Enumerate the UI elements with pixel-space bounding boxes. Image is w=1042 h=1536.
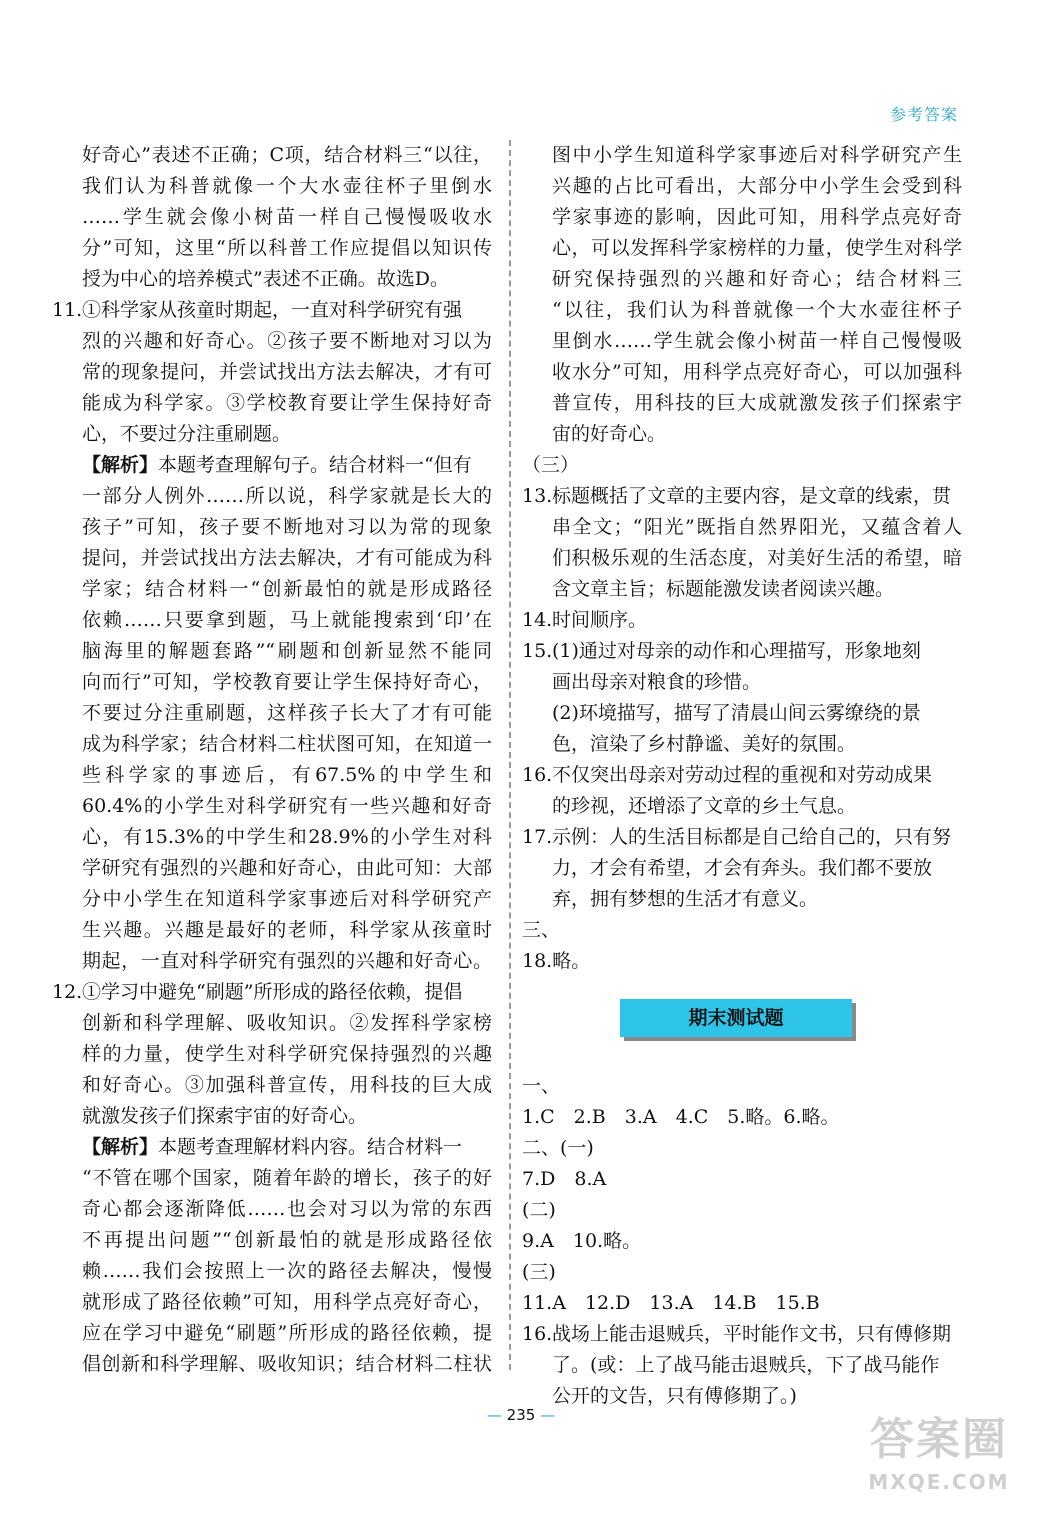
q12-analysis-line: 不再提出问题”“创新最怕的就是形成路径依 <box>82 1229 492 1251</box>
text-line: 研究保持强烈的兴趣和好奇心；结合材料三 <box>552 268 962 290</box>
right-column <box>522 140 962 1412</box>
q16-text: 不仅突出母亲对劳动过程的重视和对劳动成果 <box>552 764 933 786</box>
q18-line: 18.略。 <box>522 950 591 972</box>
q12-analysis-line: 赖……我们会按照上一次的路径去解决，慢慢 <box>82 1260 492 1282</box>
q11-answer-line: 烈的兴趣和好奇心。②孩子要不断地对习以为 <box>82 330 492 352</box>
q12-analysis-line: 奇心都会逐渐降低……也会对习以为常的东西 <box>82 1198 492 1220</box>
q12-answer-line: 创新和科学理解、吸收知识。②发挥科学家榜 <box>82 1012 492 1034</box>
answer-row: 7.D 8.A <box>522 1168 607 1190</box>
q13-number: 13. <box>522 485 553 507</box>
q11-analysis-line: 脑海里的解题套路”“刷题和创新显然不能同 <box>82 640 492 662</box>
text-line: 授为中心的培养模式”表述不正确。故选D。 <box>82 268 449 290</box>
q13-line: 含文章主旨；标题能激发读者阅读兴趣。 <box>552 578 895 600</box>
q14-text: 时间顺序。 <box>552 609 648 631</box>
q11-analysis-line: 一部分人例外……所以说，科学家就是长大的 <box>82 485 492 507</box>
analysis-text: 本题考查理解句子。结合材料一“但有 <box>158 454 472 476</box>
q17-number: 17. <box>522 826 553 848</box>
q11-analysis-line: 向而行”可知，学校教育要让学生保持好奇心， <box>82 671 492 693</box>
q11-analysis-line <box>52 450 492 481</box>
q11-analysis-line: 学家；结合材料一“创新最怕的就是形成路径 <box>82 578 492 600</box>
text-line: 收水分”可知，用科学点亮好奇心，可以加强科 <box>552 361 962 383</box>
q16-number: 16. <box>522 764 553 786</box>
column-divider <box>509 140 511 1370</box>
left-column <box>52 140 492 1380</box>
part-heading: 三、 <box>522 919 561 941</box>
q12-answer-text: ①学习中避免“刷题”所形成的路径依赖，提倡 <box>82 981 463 1003</box>
section-title-banner: 期末测试题 <box>620 999 852 1037</box>
text-line: 心，可以发挥科学家榜样的力量，使学生对科学 <box>552 237 962 259</box>
final-q16-number: 16. <box>522 1323 553 1345</box>
watermark-main-text: 答案圈 <box>870 1414 1008 1465</box>
q11-analysis-line: 提问，并尝试找出方法去解决，才有可能成为科 <box>82 547 492 569</box>
q13-line: 们积极乐观的生活态度，对美好生活的希望，暗 <box>552 547 962 569</box>
analysis-tag: 【解析】 <box>82 1136 159 1158</box>
q11-analysis-line: 孩子”可知，孩子要不断地对习以为常的现象 <box>82 516 492 538</box>
final-q16-line <box>522 1319 962 1350</box>
q16-line: 的珍视，还增添了文章的乡土气息。 <box>552 795 857 817</box>
q11-analysis-line: 分中小学生在知道科学家事迹后对科学研究产 <box>82 888 492 910</box>
text-line: 图中小学生知道科学家事迹后对科学研究产生 <box>552 144 962 166</box>
text-line: 好奇心”表述不正确；C项，结合材料三“以往， <box>82 144 492 166</box>
q17-text: 示例：人的生活目标都是自己给自己的，只有努 <box>552 826 952 848</box>
q15-line: 色，渲染了乡村静谧、美好的氛围。 <box>552 733 857 755</box>
q12-analysis-line: 就形成了路径依赖”可知，用科学点亮好奇心， <box>82 1291 492 1313</box>
q15-text: (1)通过对母亲的动作和心理描写，形象地刻 <box>552 640 921 662</box>
q11-analysis-line: 成为科学家；结合材料二柱状图可知，在知道一 <box>82 733 492 755</box>
final-q16-line: 公开的文告，只有傅修期了。) <box>552 1385 797 1407</box>
q14-number: 14. <box>522 609 553 631</box>
watermark-logo <box>864 1410 1014 1520</box>
q11-answer-line: 能成为科学家。③学校教育要让学生保持好奇 <box>82 392 492 414</box>
text-line: 学家事迹的影响，因此可知，用科学点亮好奇 <box>552 206 962 228</box>
q12-analysis-line: 应在学习中避免“刷题”所形成的路径依赖，提 <box>82 1322 492 1344</box>
q12-analysis-line: 倡创新和科学理解、吸收知识；结合材料二柱状 <box>82 1353 492 1375</box>
q17-line: 弃，拥有梦想的生活才有意义。 <box>552 888 819 910</box>
q14-line <box>522 605 962 636</box>
q12-answer-line: 样的力量，使学生对科学研究保持强烈的兴趣 <box>82 1043 492 1065</box>
q12-answer-line: 和好奇心。③加强科普宣传，用科技的巨大成 <box>82 1074 492 1096</box>
q11-analysis-line: 期起，一直对科学研究有强烈的兴趣和好奇心。 <box>82 950 492 972</box>
final-q16-text: 战场上能击退贼兵，平时能作文书，只有傅修期 <box>552 1323 952 1345</box>
q15-line: 画出母亲对粮食的珍惜。 <box>552 671 762 693</box>
q16-line <box>522 760 962 791</box>
q11-answer-text: ①科学家从孩童时期起，一直对科学研究有强 <box>82 299 463 321</box>
answer-row: 9.A 10.略。 <box>522 1230 642 1252</box>
q12-answer-line <box>52 977 492 1008</box>
text-line: “以往，我们认为科普就像一个大水壶往杯子 <box>552 299 962 321</box>
analysis-text: 本题考查理解材料内容。结合材料一 <box>158 1136 463 1158</box>
q13-line <box>522 481 962 512</box>
text-line: 兴趣的占比可看出，大部分中小学生会受到科 <box>552 175 962 197</box>
text-line: 宙的好奇心。 <box>552 423 667 445</box>
text-line: 普宣传，用科技的巨大成就激发孩子们探索宇 <box>552 392 962 414</box>
q13-text: 标题概括了文章的主要内容，是文章的线索，贯 <box>552 485 952 507</box>
part-heading: 二、(一) <box>522 1137 594 1159</box>
header-label: 参考答案 <box>889 105 958 124</box>
q11-answer-line <box>52 295 492 326</box>
q12-analysis-line <box>52 1132 492 1163</box>
q15-line <box>522 636 962 667</box>
q17-line <box>522 822 962 853</box>
text-line: 分”可知，这里“所以科普工作应提倡以知识传 <box>82 237 492 259</box>
q15-number: 15. <box>522 640 553 662</box>
q12-analysis-line: “不管在哪个国家，随着年龄的增长，孩子的好 <box>82 1167 492 1189</box>
part-heading: (二) <box>522 1199 556 1221</box>
q12-number: 12. <box>52 981 83 1003</box>
text-line: ……学生就会像小树苗一样自己慢慢吸收水 <box>82 206 492 228</box>
q11-analysis-line: 不要过分注重刷题，这样孩子长大了才有可能 <box>82 702 492 724</box>
text-line: 我们认为科普就像一个大水壶往杯子里倒水 <box>82 175 492 197</box>
answer-row: 1.C 2.B 3.A 4.C 5.略。6.略。 <box>522 1106 840 1128</box>
q11-answer-line: 心，不要过分注重刷题。 <box>82 423 292 445</box>
q15-line: (2)环境描写，描写了清晨山间云雾缭绕的景 <box>552 702 921 724</box>
page-number-dash-right: — <box>540 1406 556 1424</box>
page-number-value: 235 <box>506 1406 536 1424</box>
part-heading: (三) <box>522 1261 556 1283</box>
q11-analysis-line: 生兴趣。兴趣是最好的老师，科学家从孩童时 <box>82 919 492 941</box>
final-q16-line: 了。(或：上了战马能击退贼兵，下了战马能作 <box>552 1354 940 1376</box>
q11-analysis-line: 心，有15.3%的中学生和28.9%的小学生对科 <box>82 826 492 848</box>
answer-row: 11.A 12.D 13.A 14.B 15.B <box>522 1292 820 1314</box>
q11-analysis-line: 些科学家的事迹后，有67.5%的中学生和 <box>82 764 492 786</box>
text-line: 里倒水……学生就会像小树苗一样自己慢慢吸 <box>552 330 962 352</box>
q11-answer-line: 常的现象提问，并尝试找出方法去解决，才有可 <box>82 361 492 383</box>
part-heading: （三） <box>522 454 580 476</box>
q13-line: 串全文；“阳光”既指自然界阳光，又蕴含着人 <box>552 516 962 538</box>
analysis-tag: 【解析】 <box>82 454 159 476</box>
q11-number: 11. <box>52 299 83 321</box>
q11-analysis-line: 60.4%的小学生对科学研究有一些兴趣和好奇 <box>82 795 492 817</box>
q11-analysis-line: 学研究有强烈的兴趣和好奇心，由此可知：大部 <box>82 857 492 879</box>
watermark-url-text: MXQE.COM <box>868 1470 1010 1494</box>
page-number-dash-left: — <box>486 1406 502 1424</box>
q12-answer-line: 就激发孩子们探索宇宙的好奇心。 <box>82 1105 368 1127</box>
q11-analysis-line: 依赖……只要拿到题，马上就能搜索到‘印’在 <box>82 609 492 631</box>
part-heading: 一、 <box>522 1075 561 1097</box>
q17-line: 力，才会有希望，才会有奔头。我们都不要放 <box>552 857 933 879</box>
